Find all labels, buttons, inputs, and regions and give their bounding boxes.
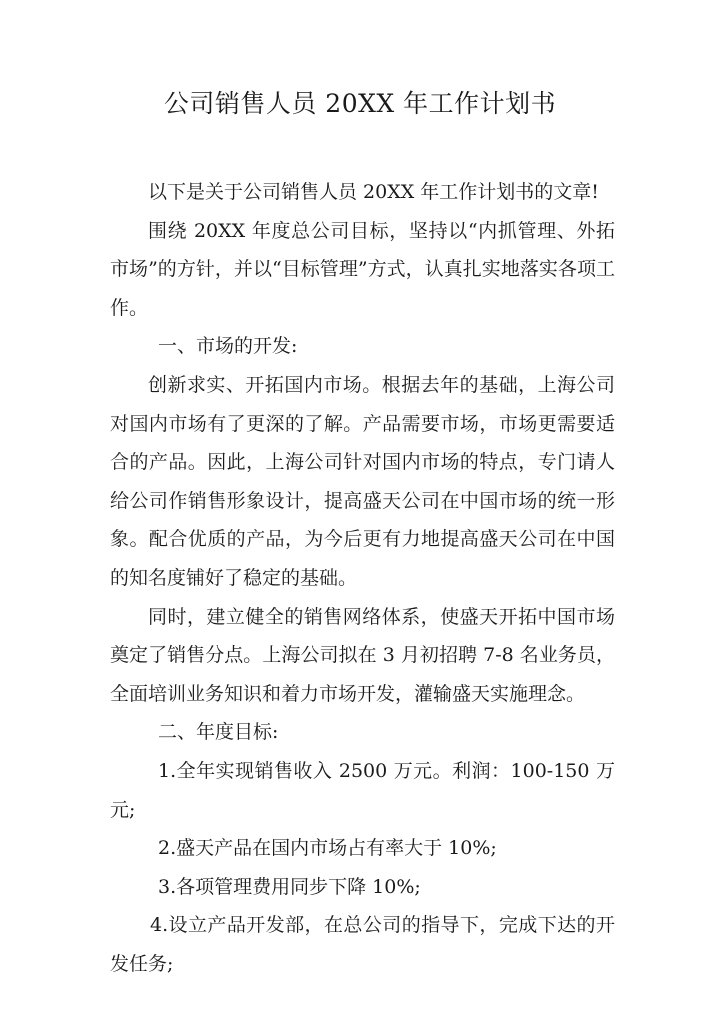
document-body (110, 173, 615, 983)
goal-item-4: 4.设立产品开发部，在总公司的指导下，完成下达的开发任务; (110, 914, 615, 975)
paragraph-market-development: 创新求实、开拓国内市场。根据去年的基础，上海公司对国内市场有了更深的了解。产品需要市场，市场更需要适合的产品。因此，上海公司针对国内市场的特点，专门请人给公司作销售形象设计，提高盛天公司在中国市场的统一形象。配合优质的产品，为今后更有力地提高盛天公司在中国的知名度铺好了稳定的基础。 (110, 373, 615, 589)
goal-item-2: 2.盛天产品在国内市场占有率大于 10%; (158, 837, 497, 860)
paragraph-guideline: 围绕 20XX 年度总公司目标，坚持以“内抓管理、外拓市场”的方针，并以“目标管理”方式，认真扎实地落实各项工作。 (110, 219, 615, 319)
goal-item-1: 1.全年实现销售收入 2500 万元。利润：100-150 万元; (110, 759, 615, 821)
paragraph-sales-network: 同时，建立健全的销售网络体系，使盛天开拓中国市场奠定了销售分点。上海公司拟在 3 月初招聘 7-8 名业务员，全面培训业务知识和着力市场开发，灌输盛天实施理念。 (110, 605, 615, 705)
section-heading-market: 一、市场的开发: (158, 335, 298, 358)
document-title: 公司销售人员 20XX 年工作计划书 (163, 89, 557, 118)
goal-item-3: 3.各项管理费用同步下降 10%; (158, 875, 421, 898)
intro-paragraph: 以下是关于公司销售人员 20XX 年工作计划书的文章! (148, 181, 599, 203)
section-heading-goals: 二、年度目标: (158, 721, 279, 744)
